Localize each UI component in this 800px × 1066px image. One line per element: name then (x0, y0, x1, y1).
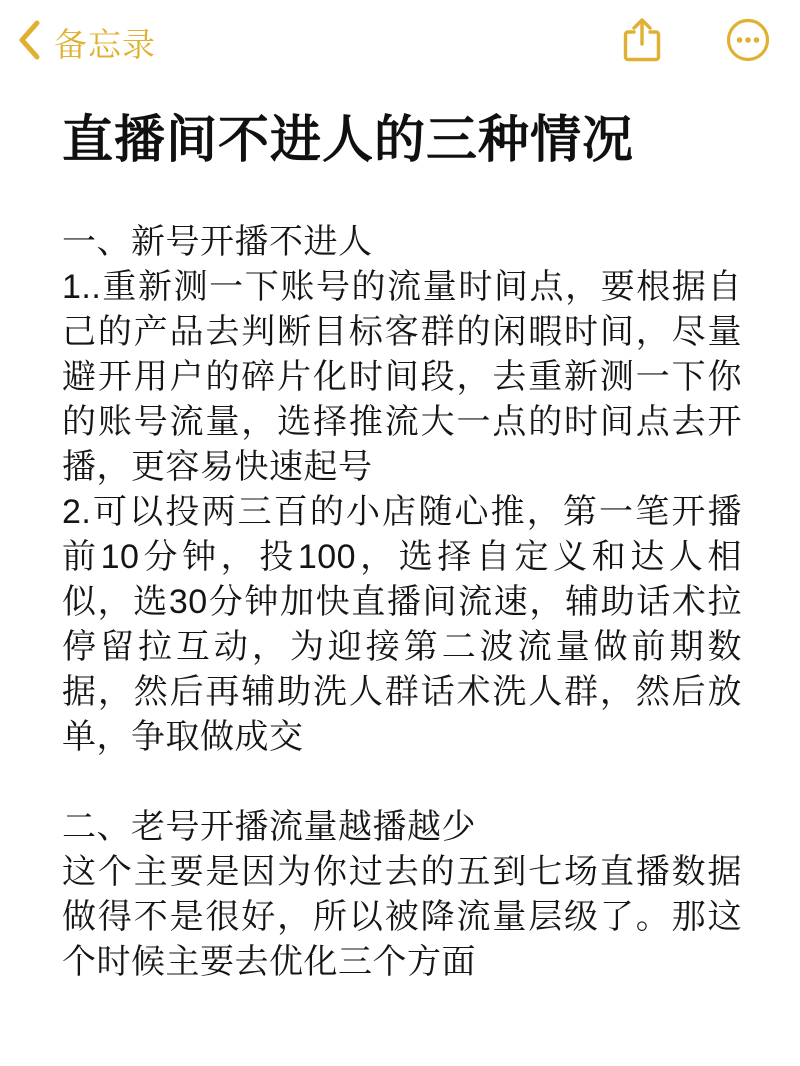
back-chevron-icon (16, 18, 42, 67)
note-paragraph-spacer (62, 760, 742, 805)
note-paragraph: 这个主要是因为你过去的五到七场直播数据做得不是很好，所以被降流量层级了。那这个时候主要去优化三个方面 (62, 852, 742, 981)
share-icon (621, 16, 663, 69)
note-paragraph: 一、新号开播不进人 (62, 222, 373, 261)
back-button[interactable] (16, 18, 156, 67)
note-paragraph: 1..重新测一下账号的流量时间点，要根据自己的产品去判断目标客群的闲暇时间，尽量避开用户的碎片化时间段，去重新测一下你的账号流量，选择推流大一点的时间点去开播，更容易快速起号 (62, 267, 742, 486)
share-button[interactable] (618, 18, 666, 66)
note-paragraph: 2.可以投两三百的小店随心推，第一笔开播前10分钟，投100，选择自定义和达人相似，选30分钟加快直播间流速，辅助话术拉停留拉互动，为迎接第二波流量做前期数据，然后再辅助洗人群话术洗人群，然后放单，争取做成交 (62, 492, 742, 756)
navigation-bar (0, 0, 800, 84)
note-paragraph: 二、老号开播流量越播越少 (62, 807, 476, 846)
note-editor[interactable] (0, 84, 800, 1066)
ellipsis-circle-icon (725, 17, 771, 68)
note-title: 直播间不进人的三种情况 (62, 111, 635, 168)
back-button-label: 备忘录 (54, 25, 156, 63)
more-options-button[interactable] (724, 18, 772, 66)
